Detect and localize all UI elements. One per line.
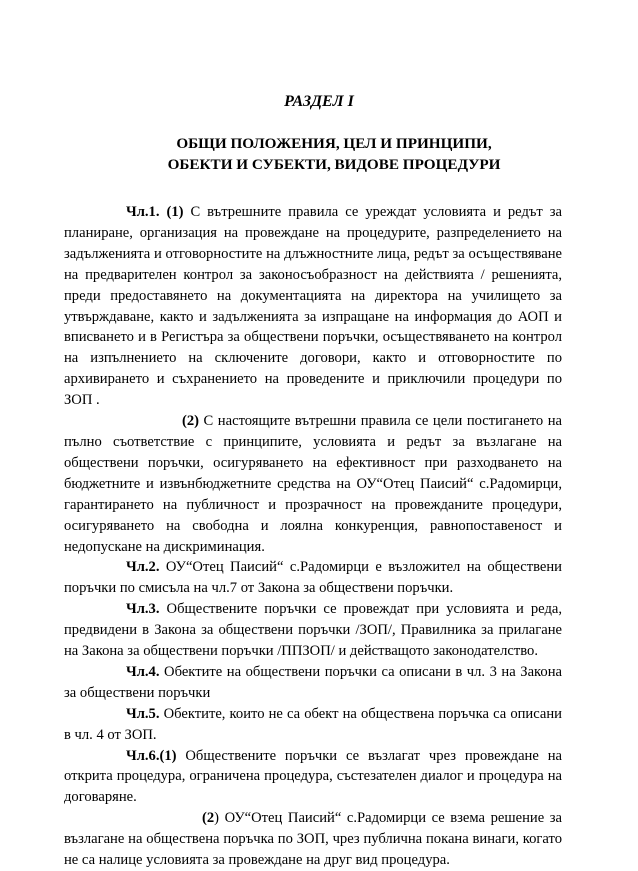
article-2 [64, 557, 562, 599]
article-1-paragraph-1 [64, 202, 562, 411]
article-4 [64, 662, 562, 704]
article-3-label: Чл.3. [126, 601, 160, 618]
article-1-p2-text: С настоящите вътрешни правила се цели постигането на пълно съответствие с принципите, условията и редът за възлагане на обществени поръчки, осигуряването на ефективност при разходването на бюджетните и извънбюджетните средства на ОУ“Отец Паисий“ с.Радомирци, гарантирането на публичност и прозрачност на провежданите процедури, осигуряването на свободна и лоялна конкуренция, равнопоставеност и недопускане на дискриминация. [64, 413, 562, 555]
article-2-text: ОУ“Отец Паисий“ с.Радомирци е възложител на обществени поръчки по смисъла на чл.7 от Закона за обществени поръчки. [64, 559, 562, 597]
article-5 [64, 704, 562, 746]
article-1-p1-number: (1) [166, 204, 184, 220]
article-5-text: Обектите, които не са обект на обществена поръчка са описани в чл. 4 от ЗОП. [64, 705, 562, 743]
article-6-p2-close: ) [214, 810, 220, 827]
article-1-p2-number: (2) [182, 413, 200, 430]
article-4-label: Чл.4. [126, 663, 160, 680]
article-5-label: Чл.5. [126, 705, 160, 722]
section-title: РАЗДЕЛ I [284, 93, 354, 110]
article-4-text: Обектите на обществени поръчки са описани в чл. 3 на Закона за обществени поръчки [64, 663, 562, 701]
article-6-paragraph-2 [64, 808, 562, 871]
article-6-label: Чл.6.(1) [126, 747, 177, 764]
article-2-label: Чл.2. [126, 559, 160, 576]
article-1-label: Чл.1. [126, 204, 160, 220]
heading-line-1: ОБЩИ ПОЛОЖЕНИЯ, ЦЕЛ И ПРИНЦИПИ, [176, 135, 492, 152]
article-3 [64, 599, 562, 662]
article-6-p2-text: ОУ“Отец Паисий“ с.Радомирци се взема решение за възлагане на обществена поръчка по ЗОП, чрез публична покана винаги, когато не са налице условията за провеждане на друг вид процедура. [64, 810, 562, 869]
article-6-paragraph-1 [64, 746, 562, 809]
article-1-p1-text: С вътрешните правила се уреждат условията и редът за планиране, организация на провеждане на процедурите, разпределението на задълженията и отговорностите на длъжностните лица, редът за осъществяване на предварителен контрол за законосъобразност на действията / решенията, преди предоставянето на документацията на директора на училището за утвърждаване, както и задълженията за изпращане на информация до АОП и вписването и в Регистъра за обществени поръчки, осъществяването на контрол на изпълнението на сключените договори, както и отговорностите по архивирането и съхранението на проведените и приключили процедури по ЗОП . [64, 204, 562, 409]
article-6-p2-number: (2 [202, 810, 215, 827]
document-body [64, 202, 562, 871]
heading-line-2: ОБЕКТИ И СУБЕКТИ, ВИДОВЕ ПРОЦЕДУРИ [167, 156, 501, 173]
article-1-paragraph-2 [64, 411, 562, 557]
article-3-text: Обществените поръчки се провеждат при условията и реда, предвидени в Закона за обществени поръчки /ЗОП/, Правилника за прилагане на Закона за обществени поръчки /ППЗОП/ и действащото законодателство. [64, 601, 562, 660]
article-6-p1-text: Обществените поръчки се възлагат чрез провеждане на открита процедура, ограничена процедура, състезателен диалог и процедура на договаряне. [64, 747, 562, 806]
